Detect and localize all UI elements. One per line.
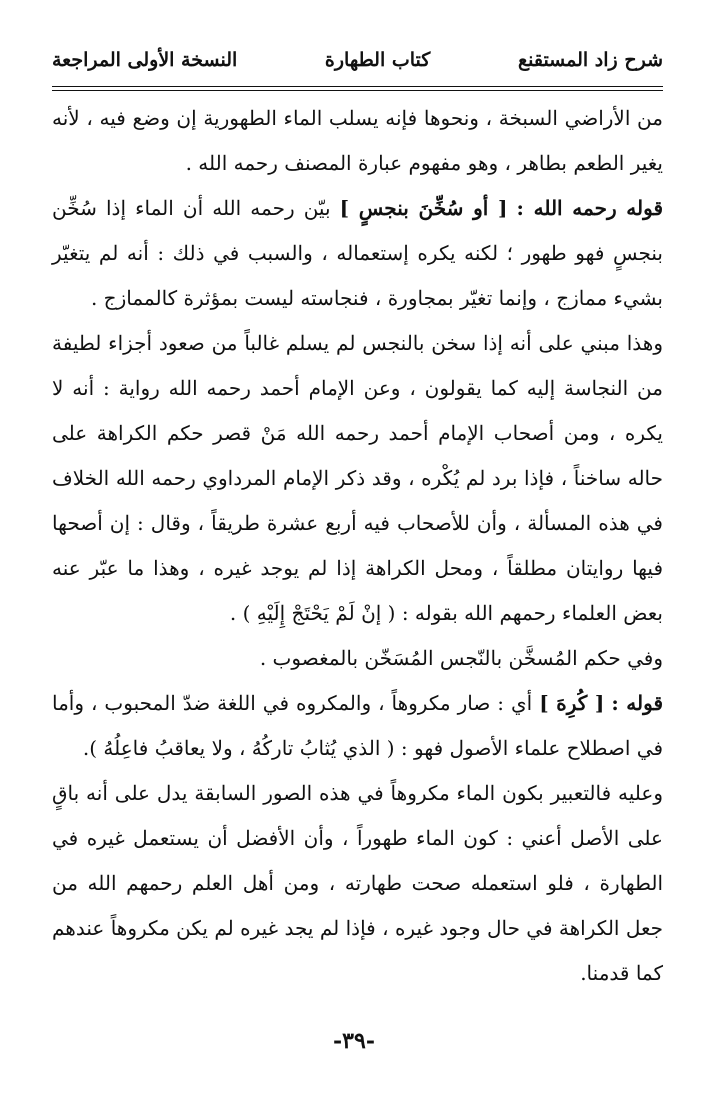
paragraph (52, 186, 663, 321)
paragraph (52, 321, 663, 636)
paragraph-label: قوله : (611, 691, 664, 715)
quoted-matn: [ كُرِهَ ] (539, 691, 605, 715)
paragraph-text: وفي حكم المُسخَّن بالنّجس المُسَخّن بالمغصوب . (259, 646, 663, 670)
paragraph-text: وهذا مبني على أنه إذا سخن بالنجس لم يسلم غالباً من صعود أجزاء لطيفة من النجاسة إليه كما يقولون ، وعن الإمام أحمد رحمه الله رواية : أنه لا يكره ، ومن أصحاب الإمام أحمد رحمه الله مَنْ قصر حكم الكراهة على حاله ساخناً ، فإذا برد لم يُكْره ، وقد ذكر الإمام المرداوي رحمه الله الخلاف في هذه المسألة ، وأن للأصحاب فيه أربع عشرة طريقاً ، وقال : إن أصحها فيها روايتان مطلقاً ، ومحل الكراهة إذا لم يوجد غيره ، وهذا ما عبّر عنه بعض العلماء رحمهم الله بقوله : ( إنْ لَمْ يَحْتَجْ إِلَيْهِ ) . (52, 331, 664, 625)
paragraph-text: بيّن رحمه الله أن الماء إذا سُخِّن بنجسٍ فهو طهور ؛ لكنه يكره إستعماله ، والسبب في ذلك : أنه لم يتغيّر بشيء ممازج ، وإنما تغيّر بمجاورة ، فنجاسته ليست بمؤثرة كالممازج . (52, 196, 663, 310)
paragraph (52, 636, 663, 681)
header-rule (52, 86, 663, 91)
body-text (52, 96, 663, 996)
paragraph (52, 771, 663, 996)
running-header (52, 40, 663, 80)
paragraph (52, 681, 663, 771)
paragraph-text: أي : صار مكروهاً ، والمكروه في اللغة ضدّ المحبوب ، وأما في اصطلاح علماء الأصول فهو : ( الذي يُثابُ تاركُهُ ، ولا يعاقبُ فاعِلُهُ ). (52, 691, 663, 760)
header-edition: النسخة الأولى المراجعة (52, 49, 238, 71)
page-number: -٣٩- (333, 1028, 375, 1054)
header-book-title: شرح زاد المستقنع (517, 49, 663, 71)
quoted-matn: [ أو سُخِّنَ بنجسٍ ] (339, 196, 508, 220)
paragraph (52, 96, 663, 186)
paragraph-text: من الأراضي السبخة ، ونحوها فإنه يسلب الماء الطهورية إن وضع فيه ، لأنه يغير الطعم بطاهر ، وهو مفهوم عبارة المصنف رحمه الله . (52, 106, 663, 175)
paragraph-label: قوله رحمه الله : (516, 196, 664, 220)
paragraph-text: وعليه فالتعبير بكون الماء مكروهاً في هذه الصور السابقة يدل على أنه باقٍ على الأصل أعني : كون الماء طهوراً ، وأن الأفضل أن يستعمل غيره في الطهارة ، فلو استعمله صحت طهارته ، ومن أهل العلم رحمهم الله من جعل الكراهة في حال وجود غيره ، فإذا لم يجد غيره لم يكن مكروهاً عندهم كما قدمنا. (52, 781, 663, 985)
header-chapter: كتاب الطهارة (324, 49, 431, 71)
